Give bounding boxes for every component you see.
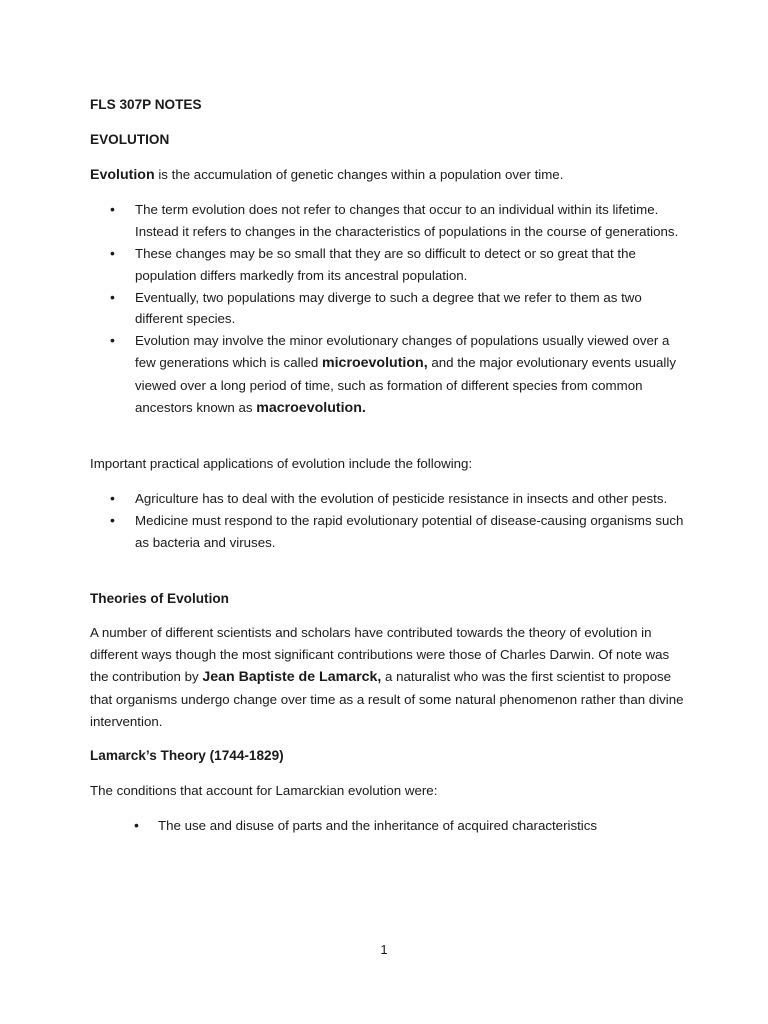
document-title: FLS 307P NOTES	[90, 97, 202, 112]
list-item	[90, 330, 686, 419]
list-item: • Eventually, two populations may diverge to such a degree that we refer to them as two different species.	[90, 287, 686, 331]
bullet4-text-1: Evolution may involve the minor evolutionary changes of populations usually viewed over a few generations which is called	[135, 333, 670, 370]
page-number: 1	[380, 942, 388, 957]
term-microevolution: microevolution,	[322, 354, 428, 371]
heading-lamarck: Lamarck’s Theory (1744-1829)	[90, 748, 284, 764]
term-macroevolution: macroevolution.	[256, 399, 366, 416]
list-item: • The term evolution does not refer to changes that occur to an individual within its lifetime. Instead it refers to changes in the characteristics of populations in the course of generations.	[90, 199, 686, 243]
heading-evolution: EVOLUTION	[90, 131, 170, 147]
lamarck-name: Jean Baptiste de Lamarck,	[202, 668, 382, 685]
conditions-bullet-list	[90, 815, 686, 837]
definition-text: is the accumulation of genetic changes within a population over time.	[154, 166, 564, 182]
conditions-intro: The conditions that account for Lamarckian evolution were:	[90, 783, 438, 799]
theories-paragraph	[90, 622, 686, 732]
list-item: • Agriculture has to deal with the evolution of pesticide resistance in insects and other pests.	[90, 488, 686, 510]
bullet4-text-2: and the major evolutionary events usually viewed over a long period of time, such as formation of different species from common ancestors known as	[135, 354, 676, 415]
heading-theories: Theories of Evolution	[90, 590, 229, 606]
theories-text-2: a naturalist who was the first scientist to propose that organisms undergo change over time as a result of some natural phenomenon rather than divine intervention.	[90, 668, 684, 729]
list-item: • These changes may be so small that they are so difficult to detect or so great that the population differs markedly from its ancestral population.	[90, 243, 686, 287]
term-evolution: Evolution	[90, 166, 155, 183]
evolution-bullet-list	[90, 199, 686, 419]
applications-bullet-list	[90, 488, 686, 553]
definition-paragraph	[90, 164, 686, 187]
list-item: • Medicine must respond to the rapid evolutionary potential of disease-causing organisms such as bacteria and viruses.	[90, 510, 686, 554]
document-body	[90, 94, 686, 837]
applications-intro: Important practical applications of evolution include the following:	[90, 456, 473, 472]
theories-text-1: A number of different scientists and scholars have contributed towards the theory of evolution in different ways though the most significant contributions were those of Charles Darwin. Of note was the contribution by	[90, 625, 670, 684]
list-item: • The use and disuse of parts and the inheritance of acquired characteristics	[90, 815, 686, 837]
